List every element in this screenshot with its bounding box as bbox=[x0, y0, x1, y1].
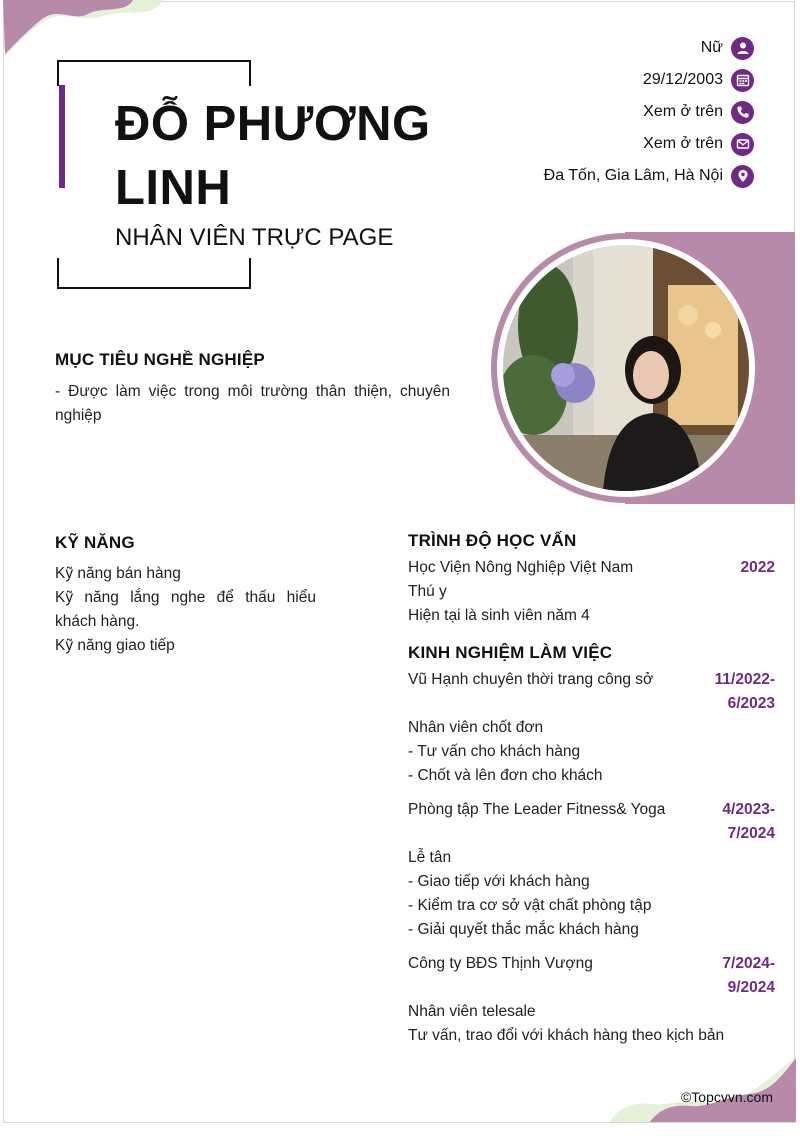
contact-birthday bbox=[454, 64, 754, 96]
job-date-end: 6/2023 bbox=[727, 695, 775, 712]
contact-list bbox=[454, 32, 754, 192]
calendar-icon bbox=[731, 69, 754, 92]
job-company: Phòng tập The Leader Fitness& Yoga bbox=[408, 801, 666, 818]
contact-address-text: Đa Tốn, Gia Lâm, Hà Nội bbox=[543, 167, 723, 184]
job-date-start: 7/2024- bbox=[722, 955, 775, 972]
objective-title: MỤC TIÊU NGHỀ NGHIỆP bbox=[55, 350, 265, 369]
person-icon bbox=[731, 37, 754, 60]
job-title: NHÂN VIÊN TRỰC PAGE bbox=[115, 224, 394, 251]
job-date-start: 11/2022- bbox=[714, 671, 775, 688]
job-company: Công ty BĐS Thịnh Vượng bbox=[408, 955, 593, 972]
skill-item: Kỹ năng lắng nghe để thấu hiểu khách hàng. bbox=[55, 589, 316, 630]
skill-item: Kỹ năng bán hàng bbox=[55, 565, 181, 582]
phone-icon bbox=[731, 101, 754, 124]
contact-birthday-text: 29/12/2003 bbox=[642, 71, 723, 88]
contact-gender bbox=[454, 32, 754, 64]
job-date-start: 4/2023- bbox=[722, 801, 775, 818]
job-role: Nhân viên chốt đơn bbox=[408, 719, 544, 736]
contact-gender-text: Nữ bbox=[700, 39, 723, 56]
skills-title: KỸ NĂNG bbox=[55, 533, 135, 552]
job-date-end: 9/2024 bbox=[727, 979, 775, 996]
decorative-blob-top-left bbox=[3, 0, 163, 60]
name-accent-bar bbox=[59, 85, 65, 188]
job-detail: Tư vấn, trao đổi với khách hàng theo kịch bản bbox=[408, 1027, 725, 1044]
job-company: Vũ Hạnh chuyên thời trang công sở bbox=[408, 671, 654, 688]
job-detail: - Chốt và lên đơn cho khách bbox=[408, 767, 603, 784]
experience-title: KINH NGHIỆM LÀM VIỆC bbox=[408, 643, 613, 662]
contact-phone-text: Xem ở trên bbox=[643, 103, 723, 120]
job-detail: - Kiểm tra cơ sở vật chất phòng tập bbox=[408, 897, 652, 914]
name-frame-bottom bbox=[57, 258, 251, 289]
location-pin-icon bbox=[731, 165, 754, 188]
footer-watermark: ©Topcvvn.com bbox=[680, 1089, 773, 1105]
contact-phone bbox=[454, 96, 754, 128]
job-detail: - Giải quyết thắc mắc khách hàng bbox=[408, 921, 639, 938]
profile-photo bbox=[503, 245, 749, 491]
education-title: TRÌNH ĐỘ HỌC VẤN bbox=[408, 531, 577, 550]
job-role: Nhân viên telesale bbox=[408, 1003, 536, 1020]
education-school: Học Viện Nông Nghiệp Việt Nam bbox=[408, 559, 634, 576]
contact-email-text: Xem ở trên bbox=[643, 135, 723, 152]
job-role: Lễ tân bbox=[408, 849, 452, 866]
education-year: 2022 bbox=[740, 559, 775, 576]
name-frame-top bbox=[57, 60, 251, 86]
education-note: Hiện tại là sinh viên năm 4 bbox=[408, 607, 590, 624]
job-date-end: 7/2024 bbox=[727, 825, 775, 842]
contact-email bbox=[454, 128, 754, 160]
skill-item: Kỹ năng giao tiếp bbox=[55, 637, 175, 654]
job-detail: - Tư vấn cho khách hàng bbox=[408, 743, 581, 760]
education-major: Thú y bbox=[408, 583, 447, 600]
mail-icon bbox=[731, 133, 754, 156]
candidate-name: ĐỖ PHƯƠNG LINH bbox=[115, 97, 431, 215]
contact-address bbox=[454, 160, 754, 192]
objective-text: - Được làm việc trong môi trường thân thiện, chuyên nghiệp bbox=[55, 383, 450, 424]
job-detail: - Giao tiếp với khách hàng bbox=[408, 873, 590, 890]
